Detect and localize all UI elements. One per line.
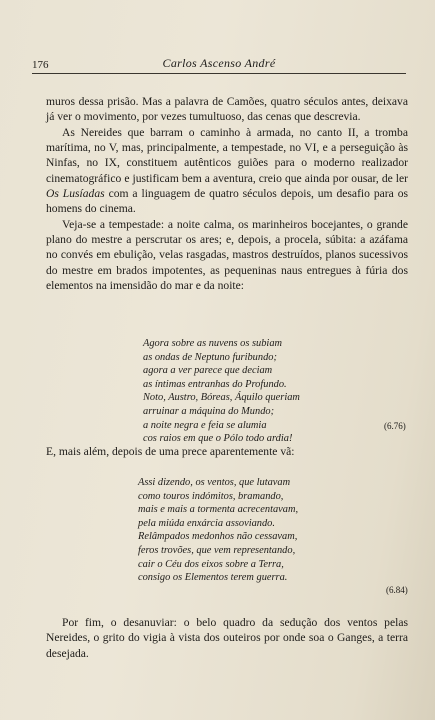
verse-line: Agora sobre as nuvens os subiam: [143, 338, 283, 349]
verse-line: arruinar a máquina do Mundo;: [143, 405, 275, 417]
verse-stanza-2: [138, 476, 298, 585]
verse-line: feros trovões, que vem representando,: [138, 544, 296, 556]
running-title: Carlos Ascenso André: [162, 56, 276, 70]
verse-line: pela miúda enxárcia assoviando.: [138, 517, 275, 529]
verse-line: Relâmpados medonhos não cessavam,: [138, 531, 298, 543]
verse-line: Assi dizendo, os ventos, que lutavam: [138, 477, 291, 488]
verse-line: Noto, Austro, Bóreas, Áquilo queriam: [143, 392, 300, 404]
work-title: Os Lusíadas: [46, 187, 105, 201]
paragraph-3: Veja-se a tempestade: a noite calma, os marinheiros bocejantes, o grande plano do mestre a perscrutar os ares; e, depois, a procela, súbita: a azáfama no convés em ebulição, velas rasgadas, mastros destruídos, planos sucessivos do mestre em brados impotentes, as pequeninas naus entregues à fúria dos elementos na imensidão do mar e da noite:: [46, 217, 408, 293]
paragraph-1: muros dessa prisão. Mas a palavra de Camões, quatro séculos antes, deixava já ver o movimento, por vezes tumultuoso, das cenas que descrevia.: [46, 95, 408, 124]
verse-line: a noite negra e feia se alumia: [143, 419, 267, 431]
verse-line: cos raios em que o Pólo todo ardia!: [143, 433, 293, 445]
verse-line: cair o Céu dos eixos sobre a Terra,: [138, 558, 284, 570]
verse-stanza-1: [143, 337, 300, 446]
paragraph-4: E, mais além, depois de uma prece aparentemente vã:: [46, 445, 295, 458]
verse-reference-1: (6.76): [384, 421, 406, 431]
paragraph-2: [46, 125, 408, 217]
verse-line: como touros indómitos, bramando,: [138, 490, 284, 502]
body-text-top: [46, 94, 408, 293]
verse-line: as íntimas entranhas do Profundo.: [143, 378, 287, 390]
header-rule: [32, 73, 406, 74]
verse-reference-2: (6.84): [386, 585, 408, 595]
paragraph-2-text-b: com a linguagem de quatro séculos depois, um desafio para os homens do cinema.: [46, 187, 408, 216]
running-header: [32, 53, 406, 75]
verse-line: consigo os Elementos terem guerra.: [138, 572, 288, 584]
page-number: 176: [32, 59, 49, 71]
paragraph-5: Por fim, o desanuviar: o belo quadro da sedução dos ventos pelas Nereides, o grito do vigia à vista dos outeiros por onde soa o Ganges, a terra desejada.: [46, 616, 408, 660]
verse-line: as ondas de Neptuno furibundo;: [143, 351, 277, 363]
verse-line: agora a ver parece que deciam: [143, 365, 273, 377]
verse-line: mais e mais a tormenta acrecentavam,: [138, 504, 299, 516]
paragraph-2-text-a: As Nereides que barram o caminho à armada, no canto II, a tromba marítima, no V, mas, principalmente, a tempestade, no VI, e a perseguição às Ninfas, no IX, constituem autênticos guiões para o moderno realizador cinematográfico e justificam bem a aventura, creio que ainda por ousar, de ler: [46, 125, 408, 185]
